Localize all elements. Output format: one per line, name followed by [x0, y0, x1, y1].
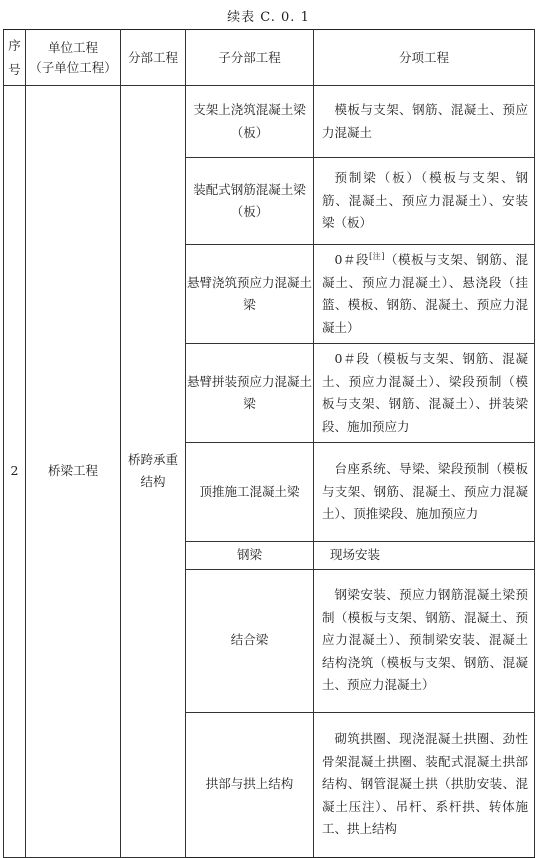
- header-unit: 单位工程 （子单位工程）: [26, 30, 121, 86]
- cell-item: [314, 245, 535, 344]
- header-subdivision: 子分部工程: [186, 30, 314, 86]
- cell-item: 砌筑拱圈、现浇混凝土拱圈、劲性骨架混凝土拱圈、装配式混凝土拱部结构、钢管混凝土拱（拱肋安装、混凝土压注）、吊杆、系杆拱、转体施工、拱上结构: [314, 712, 535, 857]
- cell-item: 台座系统、导梁、梁段预制（模板与支架、钢筋、混凝土、预应力混凝土）、顶推梁段、施加预应力: [314, 443, 535, 542]
- cell-item: 钢梁安装、预应力钢筋混凝土梁预制（模板与支架、钢筋、混凝土、预应力混凝土）、预制梁安装、混凝土结构浇筑（模板与支架、钢筋、混凝土、预应力混凝土）: [314, 569, 535, 712]
- header-item: 分项工程: [314, 30, 535, 86]
- cell-subdivision: 拱部与拱上结构: [186, 712, 314, 857]
- cell-subdivision: 悬臂拼装预应力混凝土梁: [186, 344, 314, 443]
- cell-subdivision: 装配式钢筋混凝土梁（板）: [186, 158, 314, 245]
- construction-items-table: [3, 29, 535, 858]
- cell-unit: 桥梁工程: [26, 86, 121, 858]
- cell-no: 2: [4, 86, 26, 858]
- cell-division: 桥跨承重 结构: [121, 86, 186, 858]
- cell-subdivision: 悬臂浇筑预应力混凝土梁: [186, 245, 314, 344]
- header-row: [4, 30, 535, 86]
- note-marker: [注]: [369, 251, 385, 261]
- cell-item: 0＃段（模板与支架、钢筋、混凝土、预应力混凝土）、梁段预制（模板与支架、钢筋、混凝土）、拼装梁段、施加预应力: [314, 344, 535, 443]
- cell-subdivision: 顶推施工混凝土梁: [186, 443, 314, 542]
- header-no: 序 号: [4, 30, 26, 86]
- header-division: 分部工程: [121, 30, 186, 86]
- cell-subdivision: 钢梁: [186, 542, 314, 570]
- cell-item: 预制梁（板）（模板与支架、钢筋、混凝土、预应力混凝土）、安装梁（板）: [314, 158, 535, 245]
- item-text: （模板与支架、钢筋、混凝土、预应力混凝土）、悬浇段（挂篮、模板、钢筋、混凝土、预应力混凝土）: [322, 252, 528, 335]
- table-caption: 续表 C. 0. 1: [227, 10, 310, 25]
- cell-item: 模板与支架、钢筋、混凝土、预应力混凝土: [314, 86, 535, 158]
- cell-subdivision: 支架上浇筑混凝土梁（板）: [186, 86, 314, 158]
- cell-item: 现场安装: [314, 542, 535, 570]
- table-row: [4, 86, 535, 158]
- item-prefix: 0＃段: [334, 252, 370, 267]
- cell-subdivision: 结合梁: [186, 569, 314, 712]
